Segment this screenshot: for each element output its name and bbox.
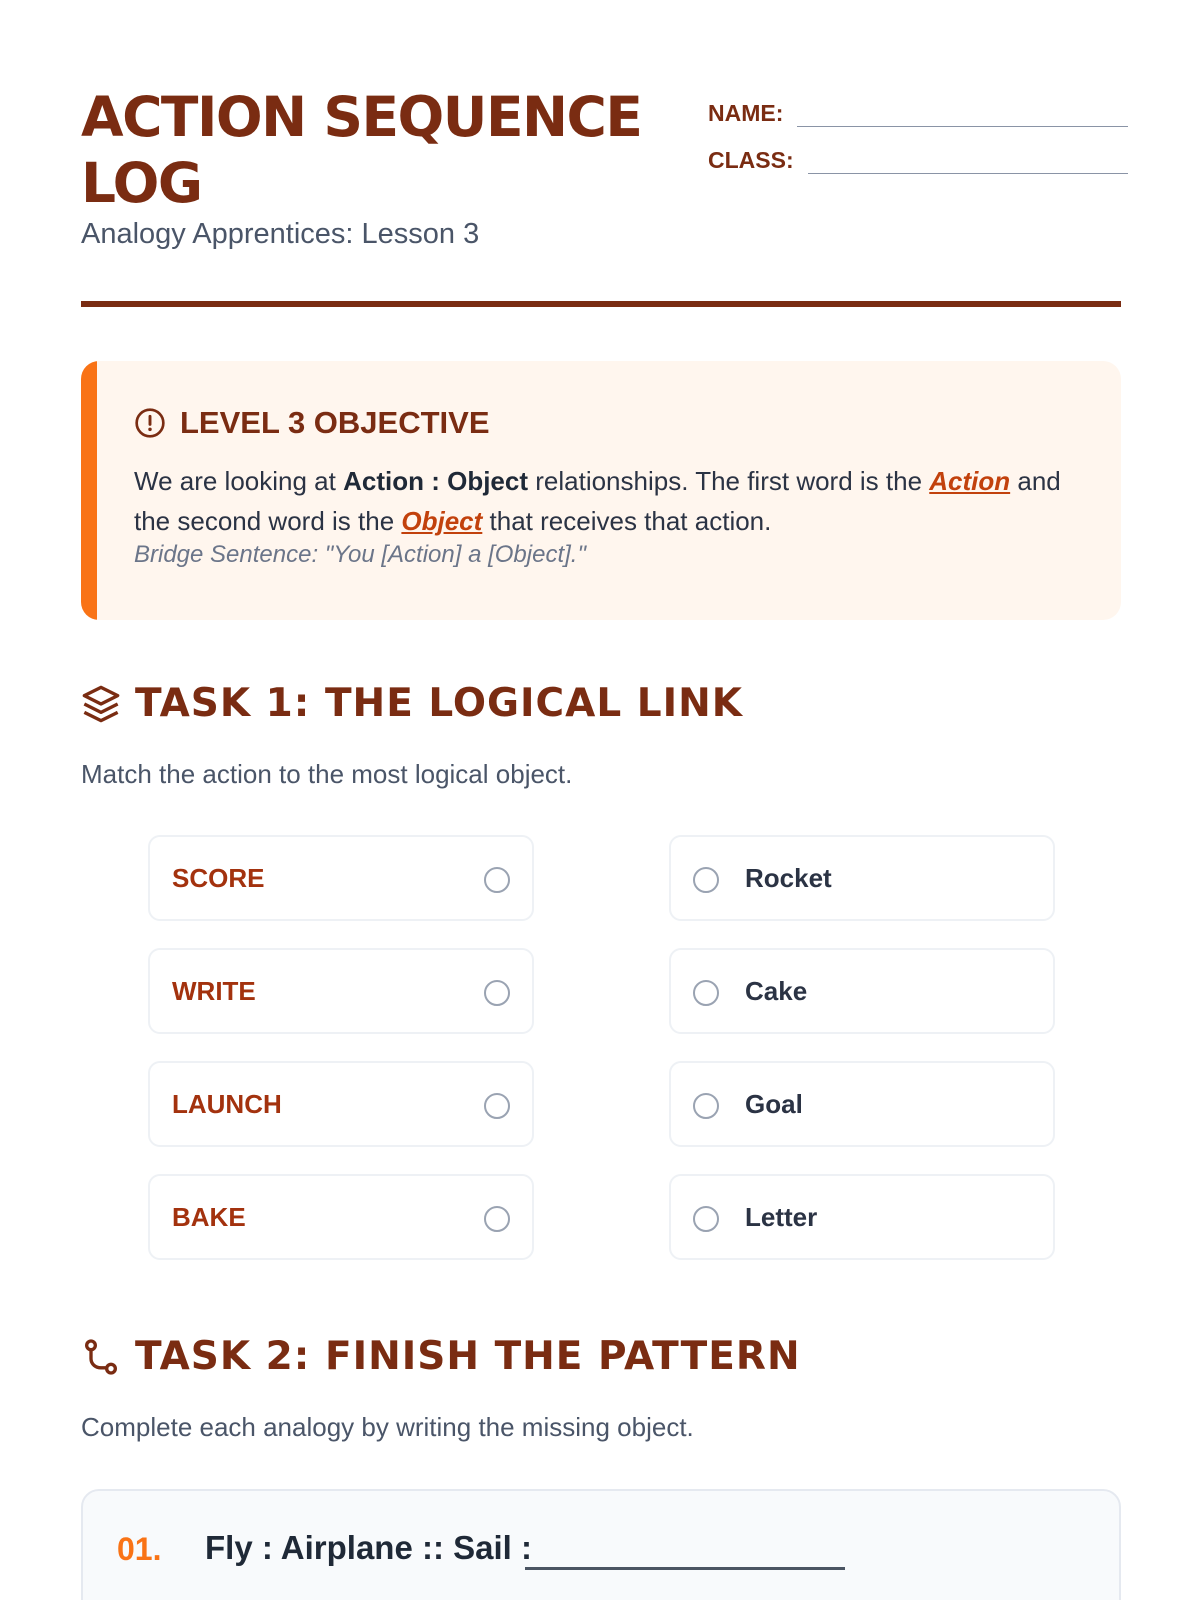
actions-column <box>148 835 534 1287</box>
alert-circle-icon <box>134 407 166 439</box>
pattern-item <box>81 1489 1121 1600</box>
objects-column <box>669 835 1055 1287</box>
bridge-sentence: Bridge Sentence: "You [Action] a [Object]." <box>134 541 586 568</box>
bold-colon: : <box>423 466 448 496</box>
action-word: LAUNCH <box>172 1088 282 1119</box>
bold-action-term: Action <box>343 466 424 496</box>
object-card[interactable] <box>669 948 1055 1034</box>
action-word: SCORE <box>172 862 265 893</box>
name-field[interactable] <box>797 93 1128 127</box>
header-divider <box>81 301 1121 307</box>
task1-header <box>81 681 743 726</box>
objective-text: that receives that action. <box>482 506 772 536</box>
student-info-fields <box>708 80 1128 174</box>
route-icon <box>81 1337 121 1377</box>
object-card[interactable] <box>669 835 1055 921</box>
object-card[interactable] <box>669 1174 1055 1260</box>
name-field-row <box>708 80 1128 127</box>
highlight-action-term: Action <box>929 466 1011 496</box>
item-number: 01. <box>117 1531 162 1567</box>
match-radio[interactable] <box>484 867 510 893</box>
match-radio[interactable] <box>693 867 719 893</box>
page-title: ACTION SEQUENCE LOG <box>81 85 642 215</box>
name-label: NAME: <box>708 100 784 126</box>
match-radio[interactable] <box>484 980 510 1006</box>
task2-header <box>81 1334 801 1379</box>
objective-title: LEVEL 3 OBJECTIVE <box>180 405 490 440</box>
task1-title: TASK 1: THE LOGICAL LINK <box>135 681 744 726</box>
highlight-object-term: Object <box>401 506 483 536</box>
objective-header <box>134 405 490 441</box>
match-radio[interactable] <box>693 980 719 1006</box>
class-label: CLASS: <box>708 147 794 173</box>
task2-title: TASK 2: FINISH THE PATTERN <box>135 1334 801 1379</box>
objective-text: relationships. The first word is the <box>528 466 930 496</box>
class-field[interactable] <box>808 140 1128 174</box>
action-card[interactable] <box>148 835 534 921</box>
task2-description: Complete each analogy by writing the missing object. <box>81 1412 694 1442</box>
action-card[interactable] <box>148 1174 534 1260</box>
task1-description: Match the action to the most logical object. <box>81 759 573 789</box>
analogy-prompt: Fly : Airplane :: Sail : <box>205 1529 532 1566</box>
action-word: BAKE <box>172 1201 246 1232</box>
layers-icon <box>81 684 121 724</box>
objective-text: We are looking at <box>134 466 344 496</box>
object-word: Letter <box>745 1201 818 1232</box>
action-word: WRITE <box>172 975 256 1006</box>
callout-accent-bar <box>81 361 97 620</box>
answer-blank[interactable] <box>525 1567 845 1570</box>
object-word: Rocket <box>745 862 832 893</box>
action-card[interactable] <box>148 948 534 1034</box>
objective-description <box>134 461 1094 541</box>
object-word: Cake <box>745 975 808 1006</box>
match-radio[interactable] <box>693 1206 719 1232</box>
objective-text: and the second word is the <box>134 466 1061 536</box>
object-word: Goal <box>745 1088 803 1119</box>
class-field-row <box>708 127 1128 174</box>
page-subtitle: Analogy Apprentices: Lesson 3 <box>81 218 480 250</box>
match-radio[interactable] <box>693 1093 719 1119</box>
match-radio[interactable] <box>484 1093 510 1119</box>
objective-callout <box>81 361 1121 620</box>
action-card[interactable] <box>148 1061 534 1147</box>
object-card[interactable] <box>669 1061 1055 1147</box>
bold-object-term: Object <box>447 466 529 496</box>
match-radio[interactable] <box>484 1206 510 1232</box>
